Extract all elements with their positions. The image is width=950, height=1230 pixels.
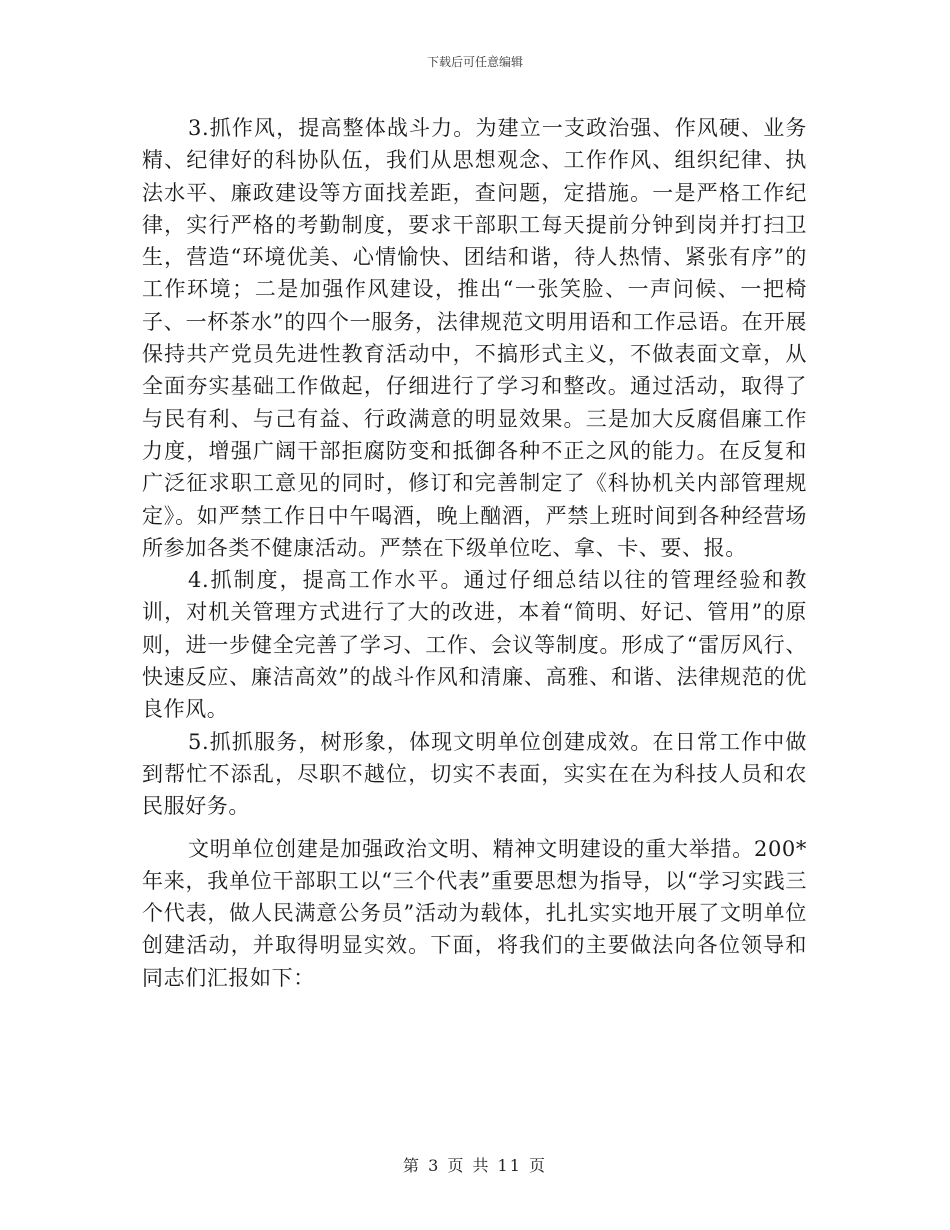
page-header: 下载后可任意编辑 bbox=[426, 55, 523, 69]
document-body bbox=[142, 112, 807, 994]
page-number-footer: 第 3 页 共 11 页 bbox=[403, 1156, 547, 1175]
paragraph-system: 4.抓制度，提高工作水平。通过仔细总结以往的管理经验和教训，对机关管理方式进行了大的改进，本着“简明、好记、管用”的原则，进一步健全完善了学习、工作、会议等制度。形成了“雷厉风行、快速反应、廉洁高效”的战斗作风和清廉、高雅、和谐、法律规范的优良作风。 bbox=[142, 568, 807, 722]
paragraph-civilized-unit: 文明单位创建是加强政治文明、精神文明建设的重大举措。200*年来，我单位干部职工以“三个代表”重要思想为指导，以“学习实践三个代表，做人民满意公务员”活动为载体，扎扎实实地开展了文明单位创建活动，并取得明显实效。下面，将我们的主要做法向各位领导和同志们汇报如下： bbox=[142, 836, 807, 990]
paragraph-work-style: 3.抓作风，提高整体战斗力。为建立一支政治强、作风硬、业务精、纪律好的科协队伍，我们从思想观念、工作作风、组织纪律、执法水平、廉政建设等方面找差距，查问题，定措施。一是严格工作纪律，实行严格的考勤制度，要求干部职工每天提前分钟到岗并打扫卫生，营造“环境优美、心情愉快、团结和谐，待人热情、紧张有序”的工作环境；二是加强作风建设，推出“一张笑脸、一声问候、一把椅子、一杯茶水”的四个一服务，法律规范文明用语和工作忌语。在开展保持共产党员先进性教育活动中，不搞形式主义，不做表面文章，从全面夯实基础工作做起，仔细进行了学习和整改。通过活动，取得了与民有利、与己有益、行政满意的明显效果。三是加大反腐倡廉工作力度，增强广阔干部拒腐防变和抵御各种不正之风的能力。在反复和广泛征求职工意见的同时，修订和完善制定了《科协机关内部管理规定》。如严禁工作日中午喝酒，晚上酗酒，严禁上班时间到各种经营场所参加各类不健康活动。严禁在下级单位吃、拿、卡、要、报。 bbox=[142, 116, 807, 560]
paragraph-service: 5.抓抓服务，树形象，体现文明单位创建成效。在日常工作中做到帮忙不添乱，尽职不越位，切实不表面，实实在在为科技人员和农民服好务。 bbox=[142, 729, 807, 819]
